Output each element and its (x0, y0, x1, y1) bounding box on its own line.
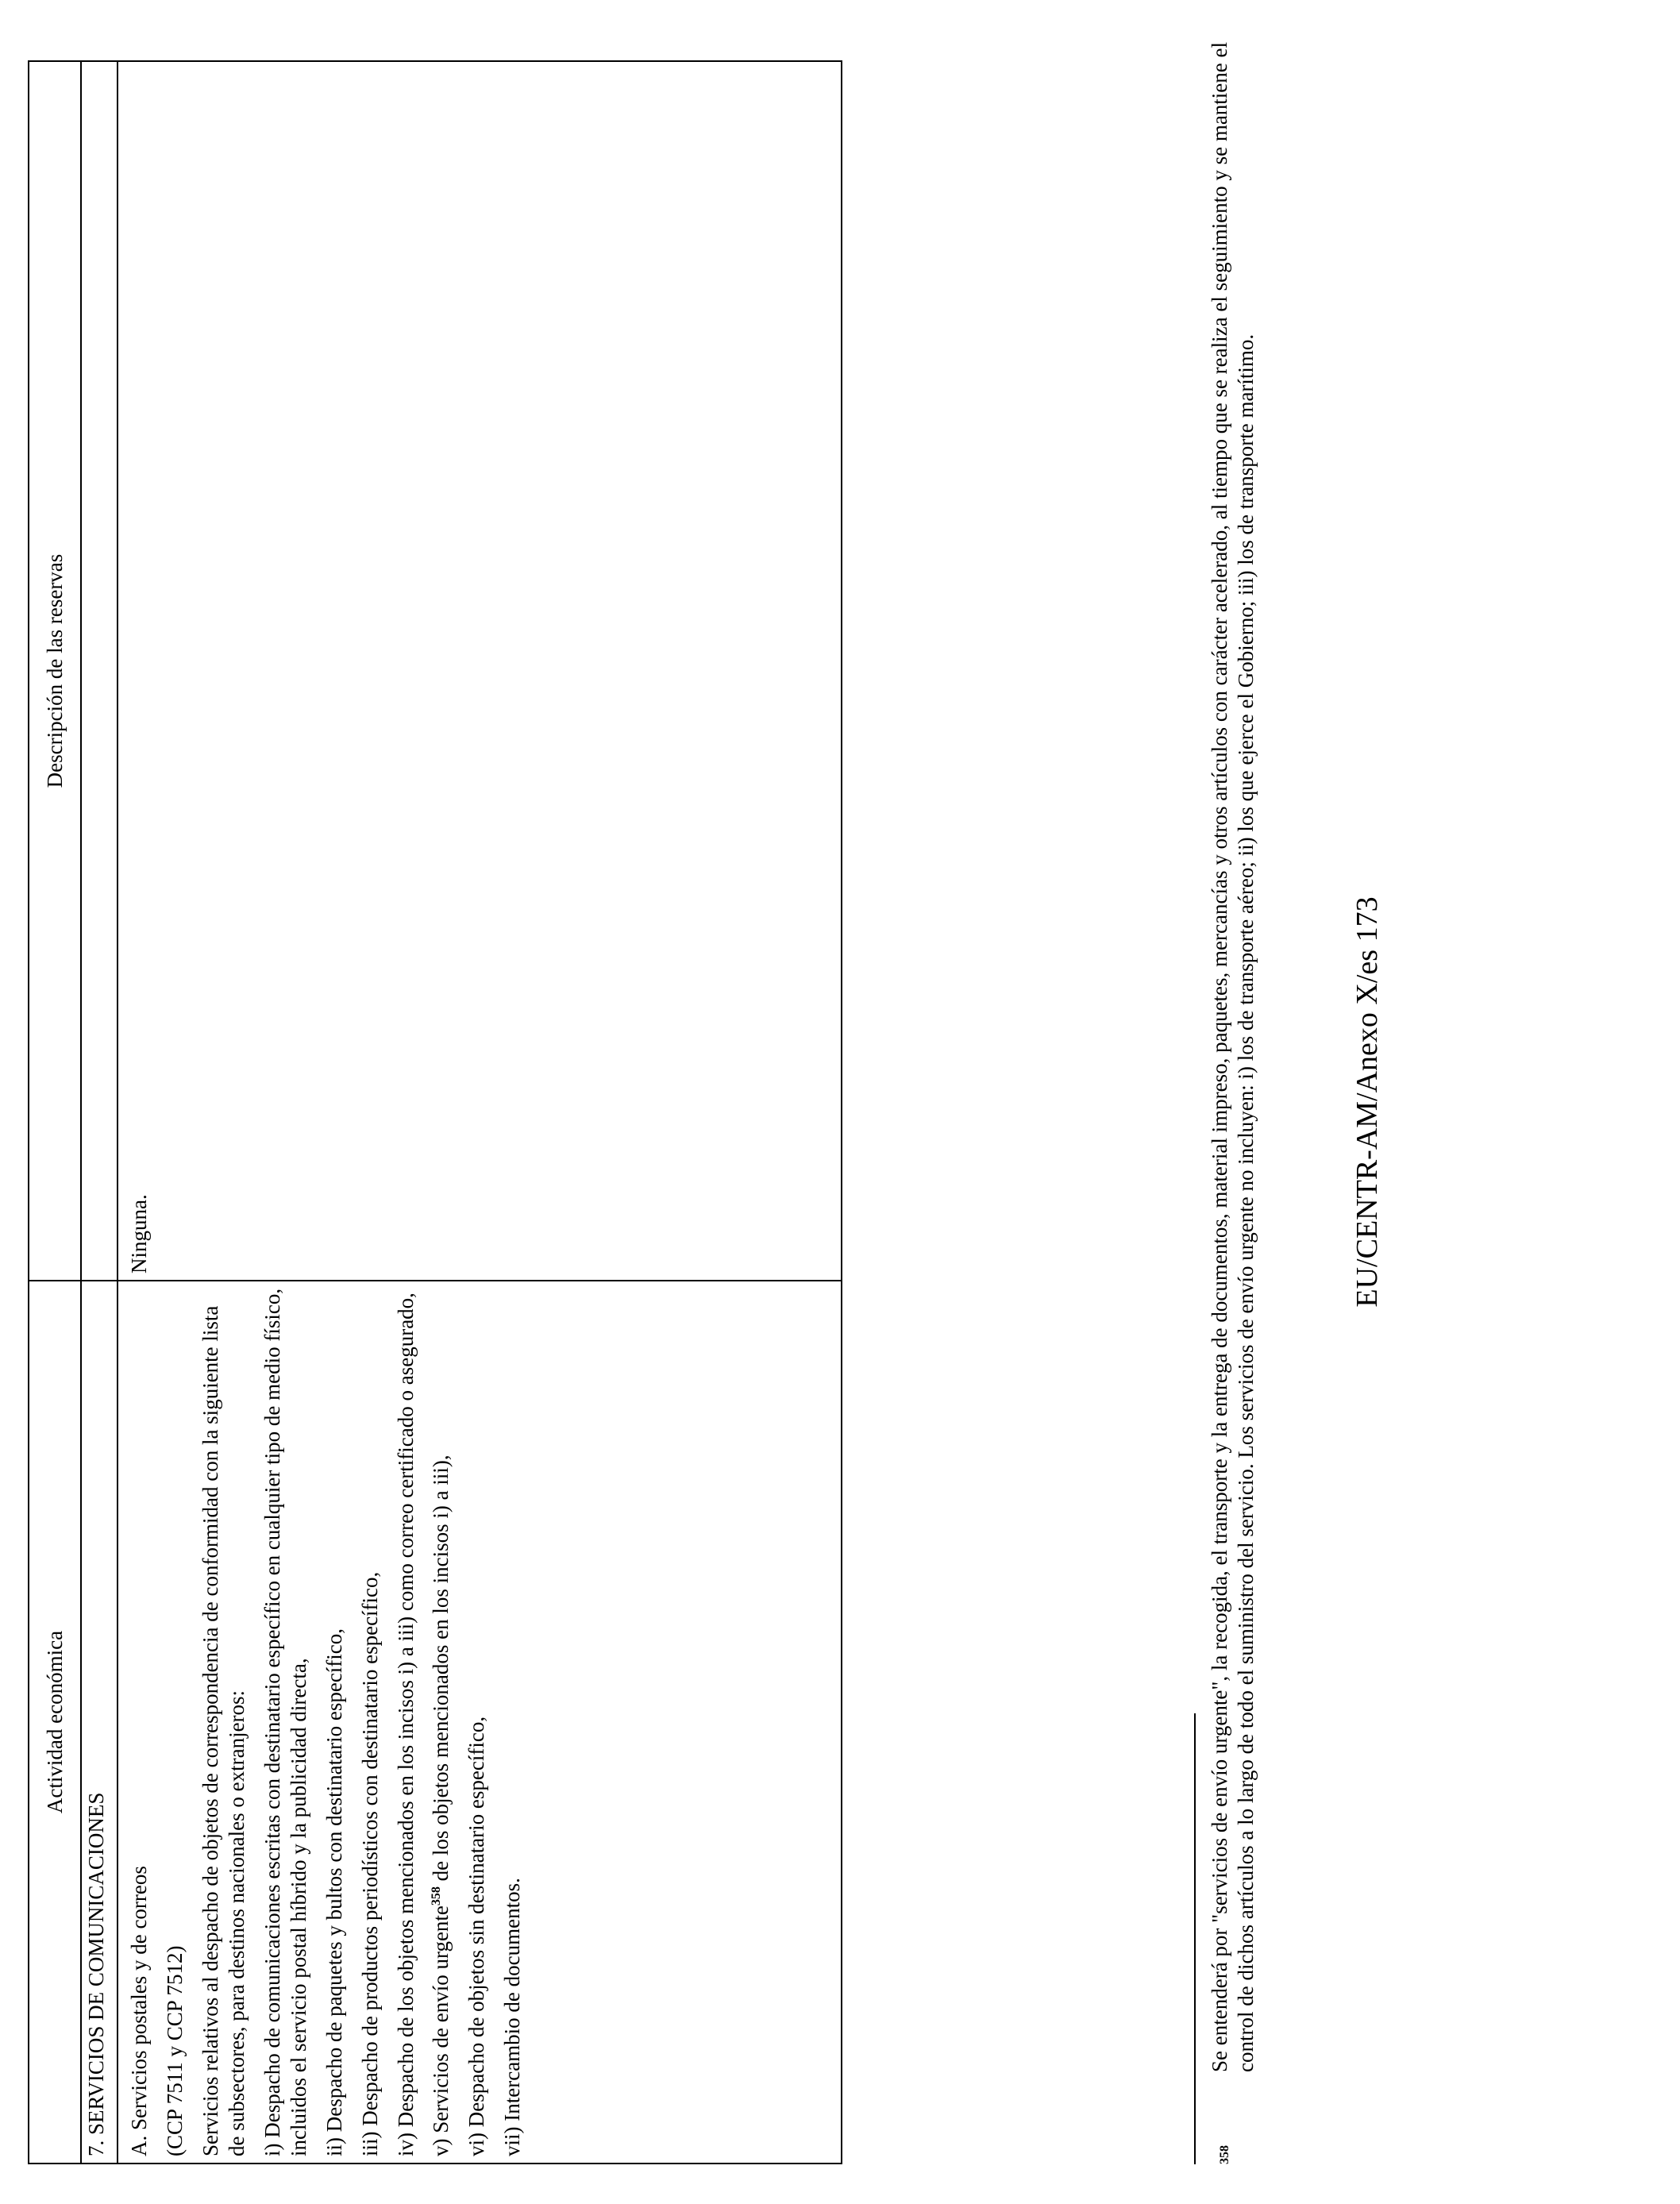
section-row (81, 61, 118, 2164)
activity-item-6: vi) Despacho de objetos sin destinatario específico, (464, 1716, 489, 2156)
header-economic-activity: Actividad económica (29, 1281, 81, 2164)
table-header-row (29, 61, 81, 2164)
activity-item-1: i) Despacho de comunicaciones escritas con destinatario específico en cualquier tipo de medio físico, incluidos el servicio postal híbrido y la publicidad directa, (260, 1288, 310, 2156)
section-empty-cell (81, 61, 118, 1281)
activity-cell (118, 1281, 842, 2164)
activity-item-5-rest: de los objetos mencionados en los incisos i) a iii), (429, 1455, 453, 1887)
footnote-text: Se entenderá por "servicios de envío urgente", la recogida, el transporte y la entrega de documentos, material impreso, paquetes, mercancías y otros artículos con carácter acelerado, al tiempo que se realiza el seguimiento y se mantiene el control de dichos artículos a lo largo de todo el suministro del servicio. Los servicios de envío urgente no incluyen: i) los de transporte aéreo; ii) los que ejerce el Gobierno; iii) los de transporte marítimo. (1208, 41, 1258, 2072)
activity-item-5 (428, 1288, 454, 2156)
page-footer: EU/CENTR-AM/Anexo X/es 173 (1351, 896, 1384, 1308)
activity-intro: Servicios relativos al despacho de objetos de correspondencia de conformidad con la siguiente lista de subsectores, para destinos nacionales o extranjeros: (198, 1305, 249, 2156)
activity-title: A. Servicios postales y de correos (127, 1866, 151, 2156)
activity-ccp: (CCP 7511 y CCP 7512) (162, 1945, 187, 2156)
header-reservations-description: Descripción de las reservas (29, 61, 81, 1281)
activity-item-2: ii) Despacho de paquetes y bultos con destinatario específico, (322, 1628, 346, 2156)
section-title: 7. SERVICIOS DE COMUNICACIONES (81, 1281, 118, 2164)
activity-item-4: iv) Despacho de los objetos mencionados en los incisos i) a iii) como correo certificado o asegurado, (393, 1293, 418, 2156)
activity-item-3: iii) Despacho de productos periodísticos con destinatario específico, (357, 1571, 382, 2156)
table-row (118, 61, 842, 2164)
activity-item-7: vii) Intercambio de documentos. (500, 1878, 525, 2156)
activity-item-5-text: v) Servicios de envío urgente (429, 1905, 453, 2156)
footnote-divider (1194, 1713, 1196, 2164)
reservations-cell: Ninguna. (118, 61, 842, 1281)
footnote-number: 358 (1218, 2145, 1231, 2164)
reservations-table (28, 60, 842, 2164)
footnote-reference[interactable]: 358 (430, 1886, 444, 1906)
